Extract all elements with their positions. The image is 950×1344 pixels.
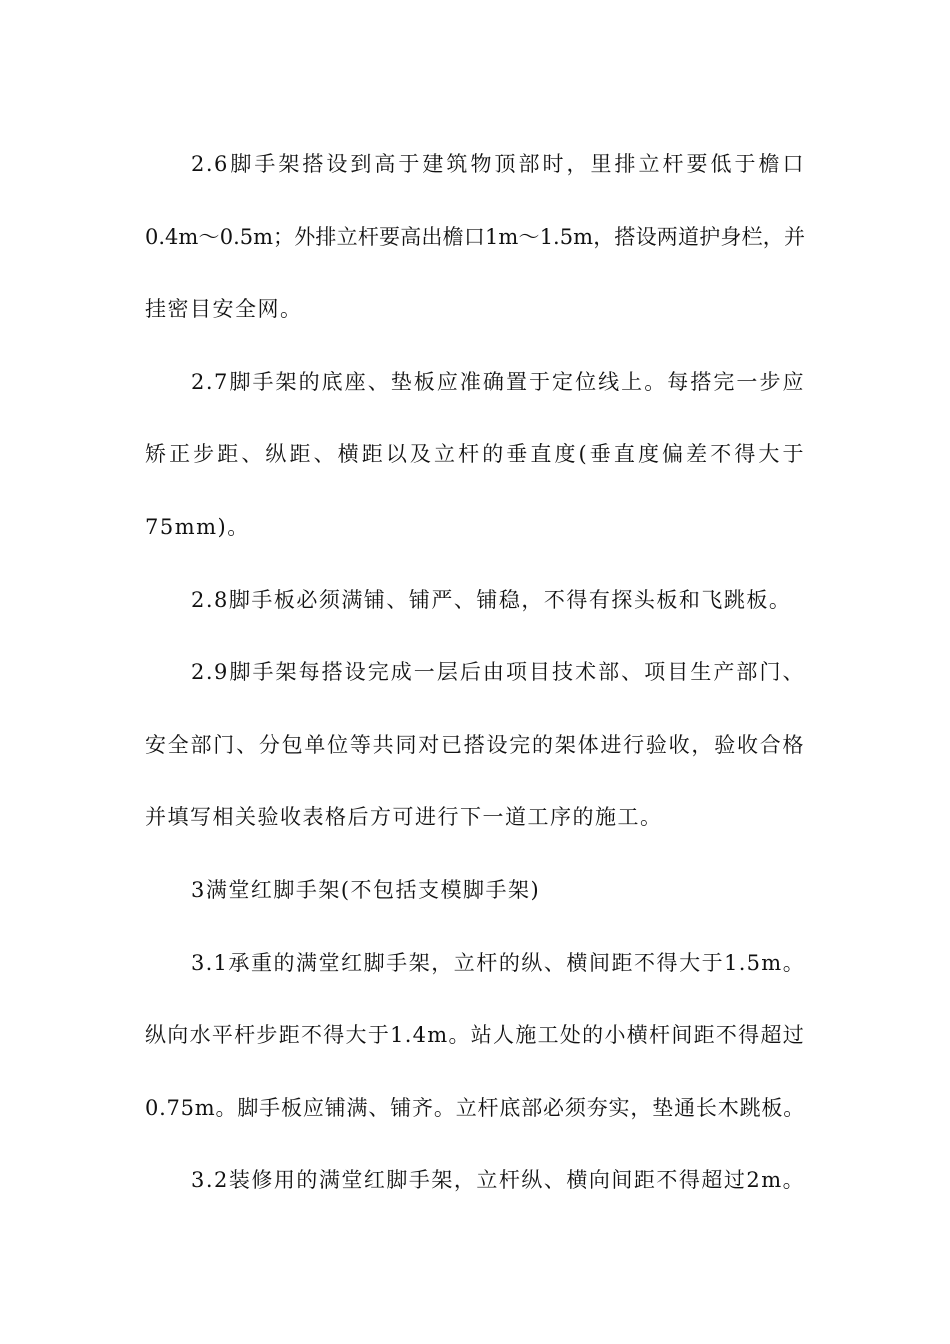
paragraph-2-9 [145, 636, 805, 854]
paragraph-line: 2.6脚手架搭设到高于建筑物顶部时，里排立杆要低于檐口 [191, 152, 805, 176]
paragraph-2-7 [145, 346, 805, 564]
paragraph-line: 2.9脚手架每搭设完成一层后由项目技术部、项目生产部门、 [191, 660, 805, 685]
document-body [145, 128, 805, 1217]
paragraph-line: 安全部门、分包单位等共同对已搭设完的架体进行验收，验收合格 [145, 732, 805, 757]
paragraph-line: 矫正步距、纵距、横距以及立杆的垂直度(垂直度偏差不得大于 [145, 442, 805, 467]
paragraph-line: 0.4m～0.5m；外排立杆要高出檐口1m～1.5m，搭设两道护身栏，并 [145, 224, 805, 249]
paragraph-3-2 [145, 1144, 805, 1217]
paragraph-line: 2.7脚手架的底座、垫板应准确置于定位线上。每搭完一步应 [191, 369, 805, 394]
paragraph-line: 0.75m。脚手板应铺满、铺齐。立杆底部必须夯实，垫通长木跳板。 [145, 1095, 805, 1120]
paragraph-line: 2.8脚手板必须满铺、铺严、铺稳，不得有探头板和飞跳板。 [191, 587, 792, 612]
paragraph-line: 并填写相关验收表格后方可进行下一道工序的施工。 [145, 805, 663, 830]
paragraph-3-1 [145, 927, 805, 1145]
section-heading: 3满堂红脚手架(不包括支模脚手架) [191, 877, 541, 902]
paragraph-line: 3.1承重的满堂红脚手架，立杆的纵、横间距不得大于1.5m。 [191, 950, 805, 975]
paragraph-line: 3.2装修用的满堂红脚手架，立杆纵、横向间距不得超过2m。 [191, 1168, 806, 1193]
section-heading-3 [145, 854, 805, 927]
paragraph-line: 纵向水平杆步距不得大于1.4m。站人施工处的小横杆间距不得超过 [145, 1023, 805, 1048]
paragraph-line: 挂密目安全网。 [145, 297, 303, 322]
paragraph-2-8 [145, 564, 805, 637]
paragraph-line: 75mm)。 [145, 514, 250, 539]
paragraph-2-6 [145, 128, 805, 346]
